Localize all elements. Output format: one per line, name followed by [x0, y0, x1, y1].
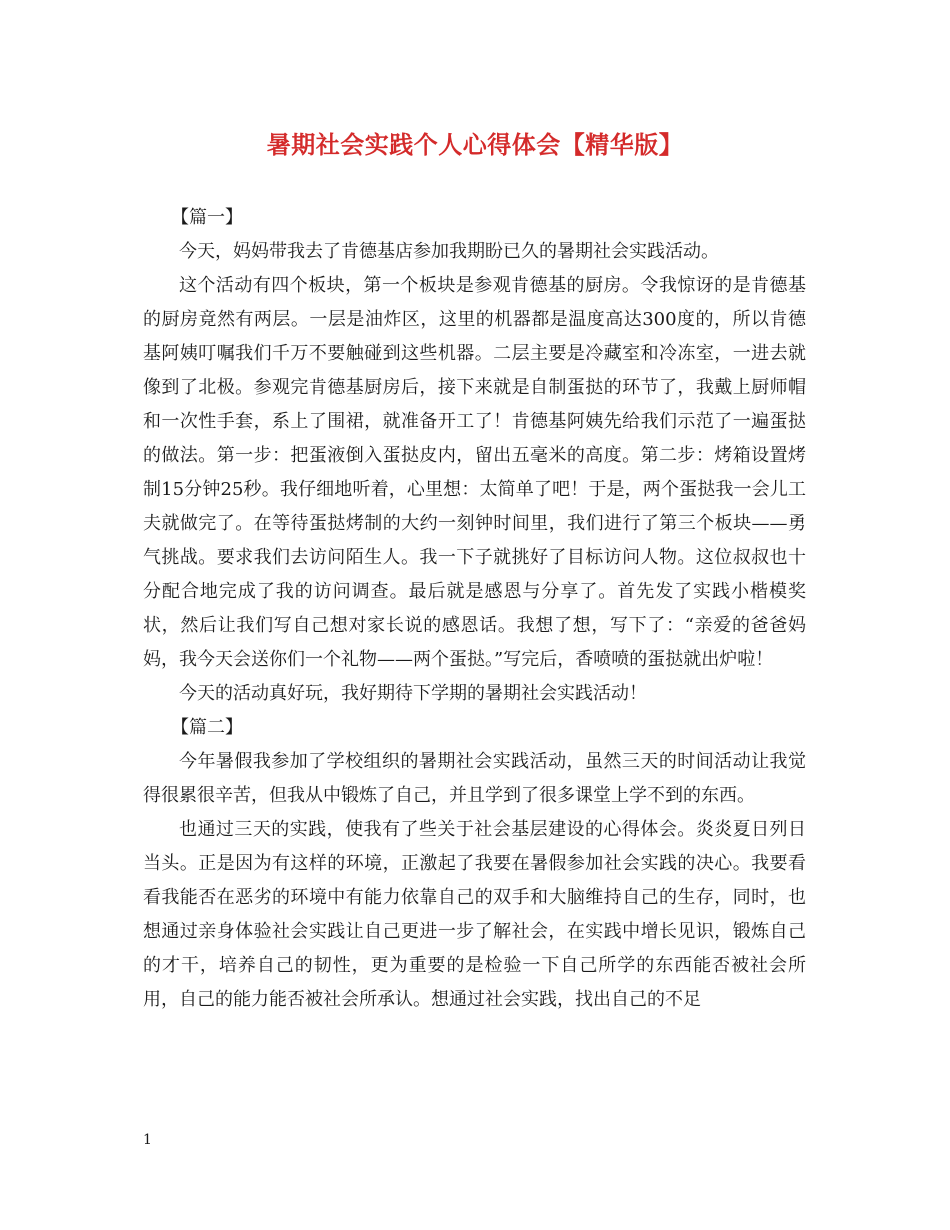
paragraph: 也通过三天的实践，使我有了些关于社会基层建设的心得体会。炎炎夏日列日当头。正是因为有这样的环境，正激起了我要在暑假参加社会实践的决心。我要看看我能否在恶劣的环境中有能力依靠自己的双手和大脑维持自己的生存，同时，也想通过亲身体验社会实践让自己更进一步了解社会，在实践中增长见识，锻炼自己的才干，培养自己的韧性，更为重要的是检验一下自己所学的东西能否被社会所用，自己的能力能否被社会所承认。想通过社会实践，找出自己的不足: [143, 819, 806, 1010]
paragraph: 这个活动有四个板块，第一个板块是参观肯德基的厨房。令我惊讶的是肯德基的厨房竟然有两层。一层是油炸区，这里的机器都是温度高达300度的，所以肯德基阿姨叮嘱我们千万不要触碰到这些机器。二层主要是冷藏室和冷冻室，一进去就像到了北极。参观完肯德基厨房后，接下来就是自制蛋挞的环节了，我戴上厨师帽和一次性手套，系上了围裙，就准备开工了！肯德基阿姨先给我们示范了一遍蛋挞的做法。第一步：把蛋液倒入蛋挞皮内，留出五毫米的高度。第二步：烤箱设置烤制15分钟25秒。我仔细地听着，心里想：太简单了吧！于是，两个蛋挞我一会儿工夫就做完了。在等待蛋挞烤制的大约一刻钟时间里，我们进行了第三个板块——勇气挑战。要求我们去访问陌生人。我一下子就挑好了目标访问人物。这位叔叔也十分配合地完成了我的访问调查。最后就是感恩与分享了。首先发了实践小楷模奖状，然后让我们写自己想对家长说的感恩话。我想了想，写下了：“亲爱的爸爸妈妈，我今天会送你们一个礼物——两个蛋挞。”写完后，香喷喷的蛋挞就出炉啦！: [143, 275, 806, 670]
page-number: 1: [143, 1132, 152, 1148]
paragraph: 今年暑假我参加了学校组织的暑期社会实践活动，虽然三天的时间活动让我觉得很累很辛苦，但我从中锻炼了自己，并且学到了很多课堂上学不到的东西。: [143, 751, 806, 806]
document-body: [143, 201, 806, 1017]
section-heading-2: 【篇二】: [171, 717, 243, 738]
paragraph: 今天，妈妈带我去了肯德基店参加我期盼已久的暑期社会实践活动。: [179, 241, 719, 262]
section-heading-1: 【篇一】: [171, 207, 243, 228]
paragraph: 今天的活动真好玩，我好期待下学期的暑期社会实践活动！: [179, 683, 647, 704]
document-title: 暑期社会实践个人心得体会【精华版】: [266, 130, 684, 159]
